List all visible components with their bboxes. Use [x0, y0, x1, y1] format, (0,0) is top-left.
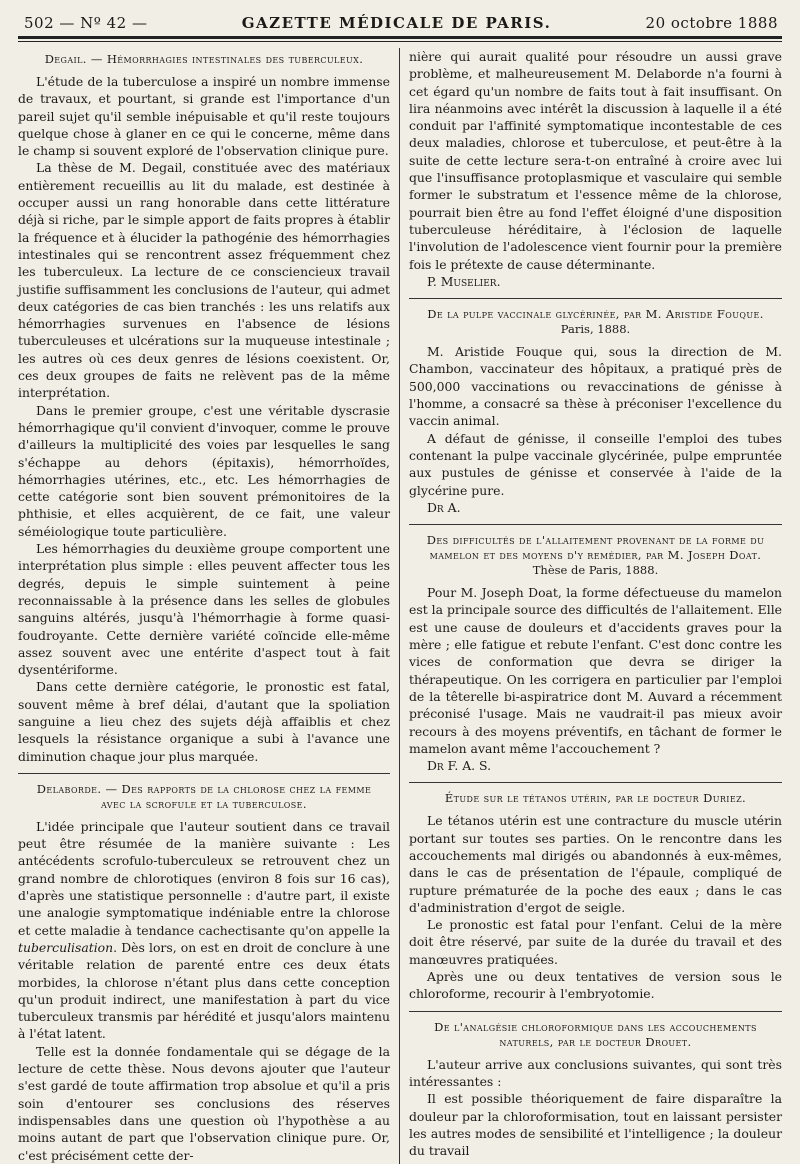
paragraph: L'idée principale que l'auteur soutient dans ce travail peut être résumée de la manière suivante : Les antécédents scrofulo-tuberculeux se retrouvent chez un grand nombre de chlorotiques (environ 8 fois sur 16 cas), d'après une statistique personnelle : d'autre part, il existe une analogie symptomatique indéniable entre la chlorose et cette maladie à tendance cachectisante qu'on appelle la tuberculisation. Dès lors, on est en droit de conclure à une véritable relation de parenté entre ces deux états morbides, la chlorose n'étant plus dans cette conception qu'un produit indirect, une manifestation à part du vice tuberculeux transmis par hérédité et jusqu'alors maintenu à l'état latent. — [18, 818, 390, 1042]
paragraph: L'auteur arrive aux conclusions suivantes, qui sont très intéressantes : — [409, 1056, 782, 1089]
paragraph: Telle est la donnée fondamentale qui se dégage de la lecture de cette thèse. Nous devons ajouter que l'auteur s'est gardé de toute affirmation trop absolue et qu'il a pris soin d'entourer ses conclusions des réserves indispensables dans une question où l'hypothèse a au moins autant de part que l'observation clinique pure. Or, c'est précisément cette der- — [18, 1043, 390, 1163]
paragraph: Il est possible théoriquement de faire disparaître la douleur par la chloroformisation, tout en laissant persister les autres modes de sensibilité et l'intelligence ; la douleur du travail — [409, 1091, 782, 1159]
paragraph: L'étude de la tuberculose a inspiré un nombre immense de travaux, et pourtant, si grande est l'importance d'un pareil sujet qu'il semble inépuisable et qu'il reste toujours quelque chose à glaner en ce qui le concerne, même dans le champ si souvent exploré de l'observation clinique pure. — [18, 74, 390, 159]
section-divider — [18, 773, 390, 774]
paragraph: La thèse de M. Degail, constituée avec des matériaux entièrement recueillis au lit du malade, est destinée à occuper aussi un rang honorable dans cette littérature déjà si riche, par le simple apport de faits propres à établir la fréquence et à élucider la pathogénie des hémorrhagies intestinales qui se rencontrent assez fréquemment chez les tuberculeux. La lecture de ce consciencieux travail justifie suffisamment les conclusions de l'auteur, qui admet deux catégories de cas bien tranchés : les uns relatifs aux hémorrhagies survenues en l'absence de lésions tuberculeuses et ulcérations sur la muqueuse intestinale ; les autres où ces deux genres de lésions coexistent. Or, ces deux groupes de faits ne relèvent pas de la même interprétation. — [18, 160, 391, 401]
section-divider — [409, 1011, 782, 1012]
page-header — [18, 14, 782, 34]
section-divider — [409, 782, 782, 783]
paragraph: Dans cette dernière catégorie, le pronostic est fatal, souvent même à bref délai, d'autant que la spoliation sanguine a lieu chez des sujets déjà affaiblis et chez lesquels la résistance organique a subi à l'avance une diminution chaque jour plus marquée. — [18, 679, 390, 764]
paragraph: Dans le premier groupe, c'est une véritable dyscrasie hémorrhagique qu'il convient d'invoquer, comme le prouve d'ailleurs la multiplicité des voies par lesquelles le sang s'échappe au dehors (épitaxis), hémorrhoïdes, hémorrhagies utérines, etc., etc. Les hémorrhagies de cette catégorie sont bien souvent prémonitoires de la phthisie, et elles acquièrent, de ce fait, une valeur séméiologique toute particulière. — [18, 402, 390, 539]
section-heading-doat: Des difficultés de l'allaitement provenant de la forme du mamelon et des moyens d'y remédier, par M. Joseph Doat. Thèse de Paris, 1888. — [426, 533, 765, 578]
author-signature: Dr A. — [427, 499, 461, 515]
columns — [18, 48, 782, 1164]
paragraph: Le tétanos utérin est une contracture du muscle utérin portant sur toutes ses parties. On le rencontre dans les accouchements mal dirigés ou abandonnés à eux-mêmes, dans le cas de présentation de l'épaule, compliqué de rupture prématurée de la poche des eaux ; dans le cas d'administration d'ergot de seigle. — [409, 813, 782, 915]
right-column — [400, 48, 782, 1164]
paragraph: nière qui aurait qualité pour résoudre un aussi grave problème, et malheureusement M. Delaborde n'a fourni à cet égard qu'un nombre de faits tout à fait insuffisant. On lira néanmoins avec intérêt la discussion à laquelle il a été conduit par l'affinité symptomatique incontestable de ces deux maladies, chlorose et tuberculose, et peut-être à la suite de cette lecture sera-t-on entraîné à croire avec lui que l'insuffisance protoplasmique et vasculaire qui semble former le substratum et l'essence même de la chlorose, pourrait bien être au fond l'effet éloigné d'une disposition tuberculeuse héréditaire, à l'éclosion de laquelle l'involution de l'adolescence vient fournir pour la première fois le prétexte de cause déterminante. — [409, 49, 782, 272]
header-rule — [18, 36, 782, 39]
paragraph: M. Aristide Fouque qui, sous la direction de M. Chambon, vaccinateur des hôpitaux, a pratiqué près de 500,000 vaccinations ou revaccinations de génisse à l'homme, a consacré sa thèse à préconiser l'excellence du vaccin animal. — [409, 344, 782, 429]
author-signature: P. Muselier. — [427, 273, 501, 289]
journal-title: GAZETTE MÉDICALE DE PARIS. — [241, 14, 552, 32]
paragraph: A défaut de génisse, il conseille l'emploi des tubes contenant la pulpe vaccinale glycérinée, pulpe empruntée aux pustules de génisse et conservée à l'aide de la glycérine pure. — [409, 430, 782, 498]
section-heading-duriez: Étude sur le tétanos utérin, par le docteur Duriez. — [444, 791, 747, 806]
section-divider — [409, 298, 782, 299]
section-heading-degail: Degail. — Hémorrhagies intestinales des tuberculeux. — [44, 52, 364, 66]
paragraph: Pour M. Joseph Doat, la forme défectueuse du mamelon est la principale source des difficultés de l'allaitement. Elle est une cause de douleurs et d'accidents graves pour la mère ; elle fatigue et rebute l'enfant. C'est donc contre les vices de conformation que devra se diriger la thérapeutique. On les corrigera en particulier par l'emploi de la têterelle bi-aspiratrice dont M. Auvard a récemment préconisé l'usage. Mais ne vaudrait-il pas mieux avoir recours à des moyens préventifs, en tâchant de former le mamelon avant même l'accouchement ? — [409, 585, 782, 756]
author-signature: Dr F. A. S. — [427, 758, 492, 774]
left-column — [18, 48, 400, 1164]
paragraph: Après une ou deux tentatives de version sous le chloroforme, recourir à l'embryotomie. — [409, 969, 782, 1002]
page-number: 502 — Nº 42 — — [24, 14, 148, 32]
issue-date: 20 octobre 1888 — [645, 14, 778, 32]
paragraph: Le pronostic est fatal pour l'enfant. Celui de la mère doit être réservé, par suite de la durée du travail et des manœuvres pratiquées. — [409, 917, 782, 967]
section-divider — [409, 524, 782, 525]
header-rule-thin — [18, 41, 782, 42]
section-heading-delaborde: Delaborde. — Des rapports de la chlorose chez la femme avec la scrofule et la tuberculose. — [36, 781, 372, 811]
paragraph: Les hémorrhagies du deuxième groupe comportent une interprétation plus simple : elles peuvent affecter tous les degrés, depuis le simple suintement à peine reconnaissable à la présence dans les selles de globules sanguins altérés, jusqu'à l'hémorrhagie à forme quasi-foudroyante. Cette dernière variété coïncide elle-même assez souvent avec une entérite d'aspect tout à fait dysentériforme. — [18, 541, 390, 678]
section-heading-drouet: De l'analgésie chloroformique dans les accouchements naturels, par le docteur Drouet. — [434, 1019, 757, 1049]
section-heading-fouque: De la pulpe vaccinale glycérinée, par M. Aristide Fouque. Paris, 1888. — [427, 307, 764, 337]
